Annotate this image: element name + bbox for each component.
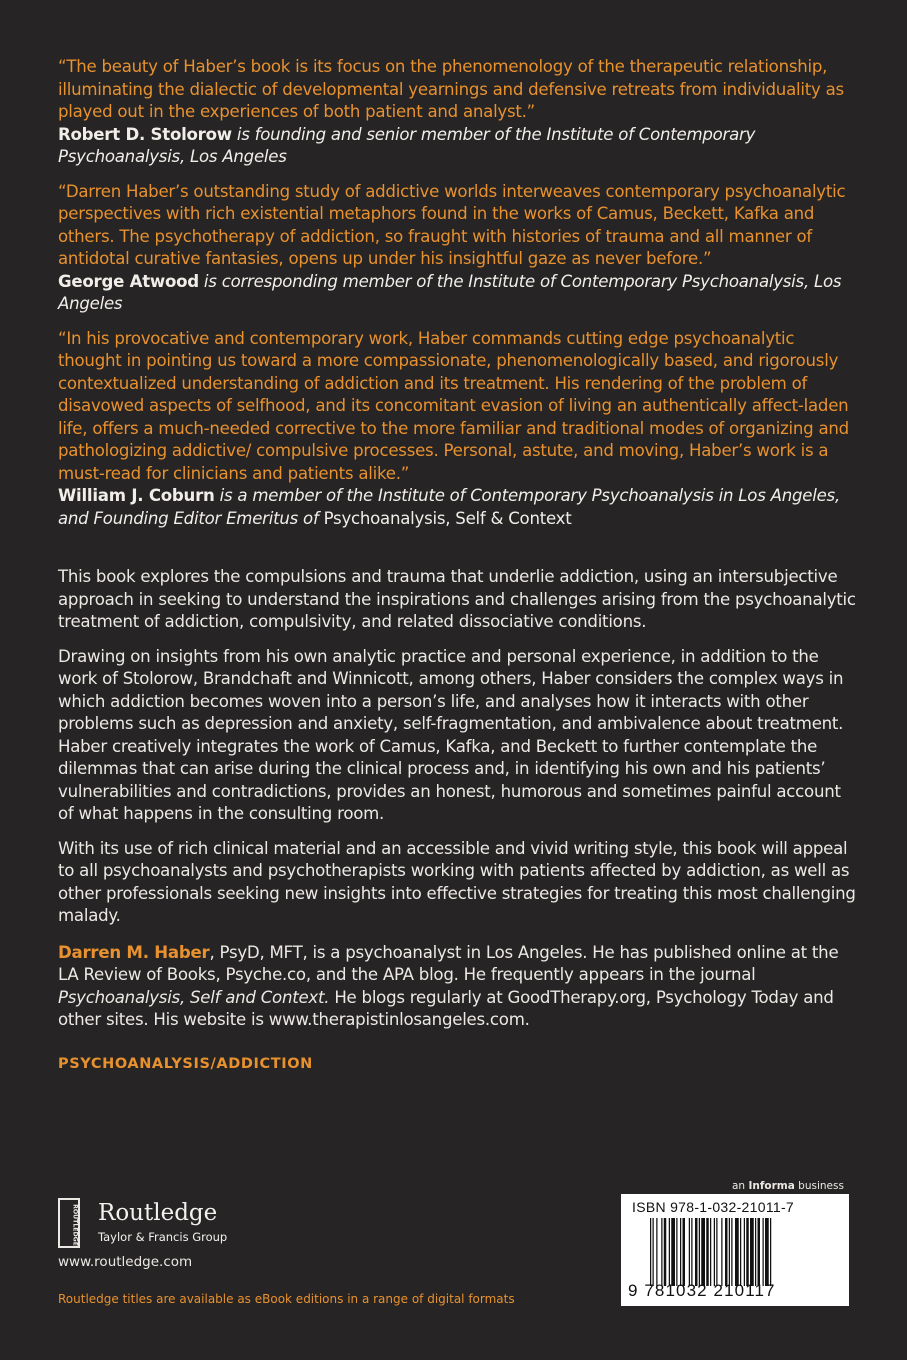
barcode-bar — [671, 1218, 675, 1286]
barcode-bar — [664, 1218, 667, 1286]
barcode-bar — [765, 1218, 769, 1286]
barcode-digits: 9 781032 210117 — [628, 1281, 776, 1300]
barcode-bar — [653, 1218, 654, 1286]
barcode-bar — [755, 1218, 756, 1286]
informa-brand: Informa — [748, 1180, 795, 1192]
endorser-name: Robert D. Stolorow — [58, 124, 232, 144]
barcode-bar — [729, 1218, 730, 1286]
informa-business-label: an Informa business — [732, 1180, 844, 1192]
ebook-note: Routledge titles are available as eBook editions in a range of digital formats — [58, 1292, 515, 1306]
barcode-bar — [725, 1218, 728, 1286]
endorsement-quote: “Darren Haber’s outstanding study of addictive worlds interweaves contemporary psychoanalytic perspectives with rich existential metaphors found in the works of Camus, Beckett, Kafka and others. The psychotherapy of addiction, so fraught with histories of trauma and all manner of antidotal curative fantasies, opens up under his insightful gaze as never before.” — [58, 181, 846, 268]
back-cover-text — [58, 56, 858, 1072]
endorser-name: William J. Coburn — [58, 486, 215, 505]
endorsement-quote: “The beauty of Haber’s book is its focus on the phenomenology of the therapeutic relationship, illuminating the dialectic of developmental yearnings and defensive retreats from individuality as played out in the experiences of both patient and analyst.” — [58, 57, 844, 121]
description-paragraph-2: Drawing on insights from his own analytic practice and personal experience, in addition to the work of Stolorow, Brandchaft and Winnicott, among others, Haber considers the complex ways in which addiction becomes woven into a person’s life, and analyses how it interacts with other problems such as depression and anxiety, self-fragmentation, and ambivalence about treatment. Haber creatively integrates the work of Camus, Kafka, and Beckett to further contemplate the dilemmas that can arise during the clinical process and, in identifying his own and his patients’ vulnerabilities and contradictions, provides an honest, humorous and sometimes painful account of what happens in the consulting room. — [58, 646, 844, 823]
barcode-bar — [721, 1218, 722, 1286]
publisher-website: www.routledge.com — [58, 1254, 193, 1270]
barcode-bars — [650, 1218, 840, 1286]
author-name: Darren M. Haber — [58, 942, 210, 962]
barcode-bar — [758, 1218, 761, 1286]
publisher-name: Routledge — [98, 1200, 218, 1226]
barcode-bar — [650, 1218, 651, 1286]
endorser-name: George Atwood — [58, 271, 199, 291]
endorsement-attribution — [58, 485, 858, 530]
logo-vertical-text: ROUTLEDGE — [71, 1204, 79, 1246]
barcode-bar — [746, 1218, 749, 1286]
barcode-bar — [683, 1218, 686, 1286]
barcode-bar — [656, 1218, 657, 1286]
barcode-bar — [701, 1218, 705, 1286]
barcode-bar — [706, 1218, 709, 1286]
barcode-bar — [691, 1218, 692, 1286]
barcode-bar — [770, 1218, 771, 1286]
barcode-bar — [750, 1218, 754, 1286]
barcode-bar — [676, 1218, 677, 1286]
endorsement-attribution — [58, 124, 858, 169]
subject-category: PSYCHOANALYSIS/ADDICTION — [58, 1055, 313, 1072]
barcode-bar — [689, 1218, 690, 1286]
description-paragraph-1: This book explores the compulsions and trauma that underlie addiction, using an intersubjective approach in seeking to understand the inspirations and challenges arising from the psychoanalytic treatment of addiction, compulsivity, and related dissociative conditions. — [58, 567, 856, 631]
barcode-bar — [695, 1218, 698, 1286]
author-bio — [58, 942, 858, 1032]
author-bio-text: , PsyD, MFT, is a psychoanalyst in Los Angeles. He has published online at the LA Review of Books, Psyche.co, and the APA blog. He frequently appears in the journal — [58, 942, 839, 984]
barcode-bar — [744, 1218, 745, 1286]
barcode-bar — [661, 1218, 662, 1286]
journal-title: Psychoanalysis, Self & Context — [323, 508, 572, 528]
description-paragraph-3: With its use of rich clinical material and an accessible and vivid writing style, this book will appeal to all psychoanalysts and psychotherapists working with patients affected by addiction, as well as other professionals seeking new insights into effective strategies for treating this most challenging malady. — [58, 838, 856, 925]
routledge-logo-mark — [58, 1198, 80, 1248]
barcode-bar — [710, 1218, 711, 1286]
endorser-description: is a member of the Institute of Contemporary Psychoanalysis in Los Angeles, and Founding Editor Emeritus of — [58, 486, 840, 528]
endorsement-quote: “In his provocative and contemporary work, Haber commands cutting edge psychoanalytic thought in pointing us toward a more compassionate, phenomenologically based, and rigorously contextualized understanding of addiction and its treatment. His rendering of the problem of disavowed aspects of selfhood, and its concomitant evasion of living an authentically affect-laden life, offers a much-needed corrective to the more familiar and traditional modes of organizing and pathologizing addictive/ compulsive processes. Personal, astute, and moving, Haber’s work is a must-read for clinicians and patients alike.” — [58, 328, 849, 483]
barcode-bar — [735, 1218, 739, 1286]
barcode-bar — [763, 1218, 764, 1286]
barcode-bar — [740, 1218, 741, 1286]
endorsement-attribution — [58, 271, 858, 316]
barcode-bar — [669, 1218, 670, 1286]
endorsement-atwood — [58, 181, 858, 316]
endorser-description: is founding and senior member of the Institute of Contemporary Psychoanalysis, Los Angeles — [58, 124, 756, 166]
isbn-label: ISBN 978-1-032-21011-7 — [632, 1199, 794, 1215]
barcode-bar — [699, 1218, 700, 1286]
author-journal: Psychoanalysis, Self and Context. — [58, 987, 330, 1007]
barcode-bar — [716, 1218, 717, 1286]
endorser-description: is corresponding member of the Institute of Contemporary Psychoanalysis, Los Angeles — [58, 271, 842, 313]
publisher-group: Taylor & Francis Group — [98, 1230, 228, 1244]
routledge-vertical-wordmark — [61, 1202, 79, 1248]
endorsement-coburn — [58, 328, 858, 531]
barcode-bar — [680, 1218, 681, 1286]
barcode-bar — [731, 1218, 732, 1286]
author-bio-text-2: He blogs regularly at GoodTherapy.org, Psychology Today and other sites. His website is www.therapistinlosangeles.com. — [58, 987, 834, 1029]
barcode-bar — [714, 1218, 715, 1286]
endorsement-stolorow — [58, 56, 858, 169]
